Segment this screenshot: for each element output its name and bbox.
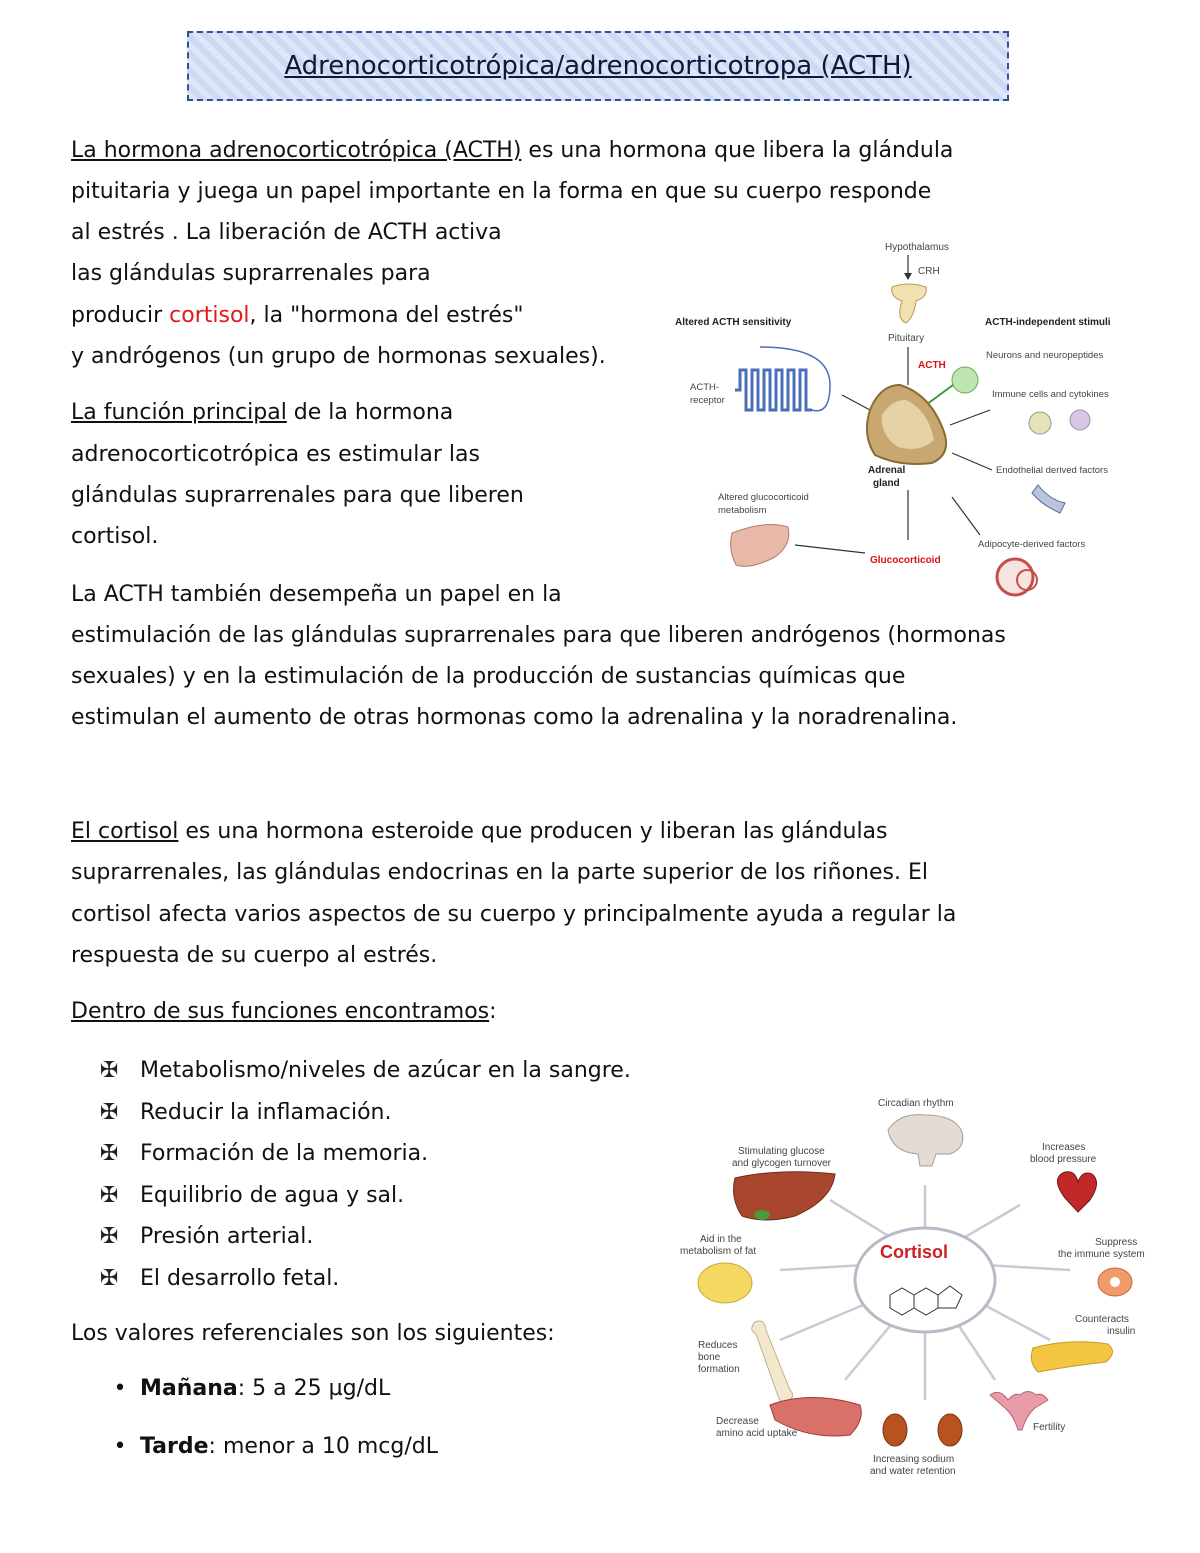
- altered-gluco-label-2: metabolism: [718, 505, 767, 516]
- sodium-label-1: Increasing sodium: [873, 1454, 955, 1465]
- acth-label: ACTH: [918, 360, 946, 371]
- fertility-label: Fertility: [1033, 1422, 1066, 1433]
- insulin-label-1: Counteracts: [1075, 1314, 1129, 1325]
- valor-label: Mañana: [140, 1376, 238, 1401]
- bone-label-2: bone: [698, 1352, 721, 1363]
- cytokine-icon: [1070, 410, 1090, 430]
- list-item-text: Presión arterial.: [140, 1224, 314, 1249]
- immune-label: Immune cells and cytokines: [992, 389, 1109, 400]
- pituitary-icon: [892, 284, 927, 323]
- intro-line-5: [71, 295, 523, 337]
- pituitary-label: Pituitary: [888, 333, 925, 344]
- independent-label: ACTH-independent stimuli: [985, 317, 1111, 328]
- cortisol-diagram: [670, 1090, 1170, 1490]
- valor-item-tarde: [100, 1434, 438, 1459]
- kidney-icon: [938, 1414, 962, 1446]
- cortisol-line-4: respuesta de su cuerpo al estrés.: [71, 943, 438, 968]
- list-item-text: El desarrollo fetal.: [140, 1265, 340, 1291]
- cortisol-highlight: cortisol: [169, 303, 250, 328]
- funcion-text: de la hormona: [286, 400, 454, 425]
- bullet-icon: ✠: [100, 1265, 119, 1291]
- liver-icon: [734, 1172, 835, 1220]
- fat-label-2: metabolism of fat: [680, 1246, 757, 1257]
- cortisol-line-2: suprarrenales, las glándulas endocrinas en la parte superior de los riñones. El: [71, 860, 929, 885]
- immune-cell-icon: [1110, 1277, 1120, 1287]
- funcion-line-3: glándulas suprarrenales para que liberen: [71, 483, 524, 508]
- arrow-icon: [950, 410, 990, 425]
- list-item: [100, 1258, 631, 1300]
- stim-label-2: and glycogen turnover: [732, 1158, 831, 1169]
- adrenal-label-1: Adrenal: [868, 465, 906, 476]
- receptor-label-2: receptor: [690, 395, 725, 406]
- neuron-icon: [952, 367, 978, 393]
- list-item-text: Reducir la inflamación.: [140, 1099, 392, 1125]
- cortisol-line-3: cortisol afecta varios aspectos de su cuerpo y principalmente ayuda a regular la: [71, 902, 957, 927]
- funciones-heading-colon: :: [489, 999, 497, 1024]
- acth-diagram: [670, 235, 1140, 605]
- fat-label-1: Aid in the: [700, 1234, 742, 1245]
- intro-text: es una hormona que libera la glándula: [521, 138, 954, 163]
- list-item: [100, 1050, 631, 1092]
- funcion-term: La función principal: [71, 400, 287, 425]
- bullet-icon: ✠: [100, 1099, 119, 1125]
- center-label: Cortisol: [880, 1242, 949, 1262]
- list-item: [100, 1216, 631, 1258]
- funciones-heading: [71, 991, 497, 1033]
- intro-line-6: y andrógenos (un grupo de hormonas sexuales).: [71, 344, 606, 369]
- altered-gluco-label-1: Altered glucocorticoid: [718, 492, 809, 503]
- bone-label-3: formation: [698, 1364, 740, 1375]
- crh-label: CRH: [918, 266, 940, 277]
- list-item-text: Formación de la memoria.: [140, 1141, 429, 1166]
- stim-label-1: Stimulating glucose: [738, 1146, 825, 1157]
- bullet-icon: ✠: [100, 1141, 119, 1166]
- intro-line-2: pituitaria y juega un papel importante en la forma en que su cuerpo responde: [71, 179, 932, 204]
- bullet-icon: ✠: [100, 1224, 119, 1249]
- amino-label-1: Decrease: [716, 1416, 759, 1427]
- bullet-dot-icon: •: [113, 1434, 127, 1459]
- hypothalamus-label: Hypothalamus: [885, 242, 949, 253]
- bullet-dot-icon: •: [113, 1376, 127, 1401]
- immune-label-2: the immune system: [1058, 1249, 1145, 1260]
- funciones-list: [100, 1050, 631, 1299]
- page-title: Adrenocorticotrópica/adrenocorticotropa (ACTH): [284, 51, 912, 81]
- bone-label-1: Reduces: [698, 1340, 738, 1351]
- title-box: [187, 31, 1009, 101]
- tambien-line-1: La ACTH también desempeña un papel en la: [71, 582, 562, 607]
- intro-line-3: al estrés . La liberación de ACTH activa: [71, 220, 502, 245]
- intro-text: , la "hormona del estrés": [249, 303, 524, 328]
- circadian-label: Circadian rhythm: [878, 1098, 954, 1109]
- funciones-heading-text: Dentro de sus funciones encontramos: [71, 999, 490, 1024]
- tambien-line-3: sexuales) y en la estimulación de la producción de sustancias químicas que: [71, 664, 906, 689]
- valor-value: : 5 a 25 µg/dL: [237, 1376, 391, 1401]
- arrow-icon: [795, 545, 865, 553]
- valor-label: Tarde: [140, 1434, 209, 1459]
- intro-term: La hormona adrenocorticotrópica (ACTH): [71, 138, 522, 163]
- cortisol-term: El cortisol: [71, 819, 179, 844]
- insulin-label-2: insulin: [1107, 1326, 1136, 1337]
- bp-label-1: Increases: [1042, 1142, 1086, 1153]
- bp-label-2: blood pressure: [1030, 1154, 1097, 1165]
- tambien-line-4: estimulan el aumento de otras hormonas como la adrenalina y la noradrenalina.: [71, 705, 958, 730]
- cortisol-text: es una hormona esteroide que producen y liberan las glándulas: [178, 819, 888, 844]
- gallbladder-icon: [754, 1210, 770, 1220]
- heart-icon: [1058, 1172, 1097, 1212]
- immune-cell-icon: [1029, 412, 1051, 434]
- list-item-text: Equilibrio de agua y sal.: [140, 1182, 405, 1208]
- intro-text: producir: [71, 303, 170, 328]
- arrow-icon: [952, 497, 980, 535]
- funcion-line-2: adrenocorticotrópica es estimular las: [71, 442, 480, 467]
- list-item: [100, 1175, 631, 1217]
- liver-icon: [731, 525, 789, 567]
- list-item: [100, 1133, 631, 1175]
- bullet-icon: ✠: [100, 1058, 119, 1083]
- valores-heading: Los valores referenciales son los siguientes:: [71, 1321, 555, 1346]
- glucocorticoid-label: Glucocorticoid: [870, 555, 941, 566]
- bone-icon: [752, 1321, 793, 1402]
- arrowhead-icon: [904, 273, 912, 280]
- funcion-line-1: [71, 392, 453, 434]
- pancreas-icon: [1031, 1342, 1112, 1372]
- sodium-label-2: and water retention: [870, 1466, 956, 1477]
- intro-line-1: [71, 130, 953, 172]
- tambien-line-2: estimulación de las glándulas suprarrenales para que liberen andrógenos (hormonas: [71, 623, 1006, 648]
- adrenal-label-2: gland: [873, 478, 900, 489]
- cortisol-line-1: [71, 811, 888, 853]
- list-item-text: Metabolismo/niveles de azúcar en la sangre.: [140, 1058, 631, 1083]
- neurons-label: Neurons and neuropeptides: [986, 350, 1104, 361]
- receptor-label-1: ACTH-: [690, 382, 720, 393]
- receptor-icon: [735, 347, 830, 411]
- altered-sensitivity-label: Altered ACTH sensitivity: [675, 317, 792, 328]
- endothelial-label: Endothelial derived factors: [996, 465, 1108, 476]
- intro-line-4: las glándulas suprarrenales para: [71, 261, 431, 286]
- immune-label-1: Suppress: [1095, 1237, 1138, 1248]
- adipocyte-label: Adipocyte-derived factors: [978, 539, 1086, 550]
- arrow-icon: [952, 453, 992, 470]
- list-item: [100, 1092, 631, 1134]
- arrow-icon: [842, 395, 870, 410]
- fat-cells-icon: [698, 1263, 752, 1303]
- kidney-icon: [883, 1414, 907, 1446]
- bullet-icon: ✠: [100, 1182, 119, 1208]
- brain-icon: [888, 1115, 963, 1166]
- funcion-line-4: cortisol.: [71, 524, 159, 549]
- vessel-icon: [1032, 485, 1065, 513]
- valor-value: : menor a 10 mcg/dL: [208, 1434, 438, 1459]
- valor-item-manana: [100, 1376, 390, 1401]
- amino-label-2: amino acid uptake: [716, 1428, 798, 1439]
